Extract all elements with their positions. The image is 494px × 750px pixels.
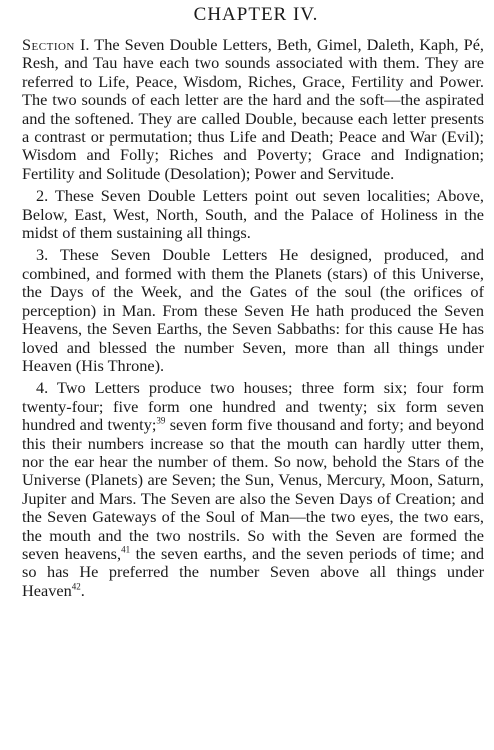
section-4-text-b: seven form five thousand and forty; and beyond this their numbers increase so that the mouth can hardly utter them, nor the ear hear the number of them. So now, behold the Stars of the Universe (Planets) are Seven; the Sun, Venus, Mercury, Moon, Saturn, Jupiter and Mars. The Seven are also the Seven Days of Creation; and the Seven Gateways of the Soul of Man—the two eyes, the two ears, the mouth and the two nostrils. So with the Seven are formed the seven heavens, [22, 415, 484, 563]
section-2-paragraph: 2. These Seven Double Letters point out seven localities; Above, Below, East, West, North, South, and the Palace of Holiness in the midst of them sustaining all things. [22, 186, 484, 243]
section-3-paragraph: 3. These Seven Double Letters He designed, produced, and combined, and formed with them the Planets (stars) of this Universe, the Days of the Week, and the Gates of the soul (the orifices of perception) in Man. From these Seven He hath produced the Seven Heavens, the Seven Earths, the Seven Sabbaths: for this cause He has loved and blessed the number Seven, more than all things under Heaven (His Throne). [22, 245, 484, 375]
footnote-ref-41: 41 [121, 544, 131, 555]
section-4-text-c: the seven earths, and the seven periods of time; and so has He preferred the number Seven above all things under Heaven [22, 543, 484, 600]
section-4-paragraph [22, 379, 484, 600]
section-1-paragraph [22, 36, 484, 183]
footnote-ref-42: 42 [71, 581, 81, 592]
section-4-text-a: 4. Two Letters produce two houses; three form six; four form twenty-four; five form one hundred and twenty; six form seven hundred and twenty; [22, 378, 484, 435]
chapter-title: CHAPTER IV. [193, 4, 319, 25]
section-lead: Section [22, 35, 75, 54]
section-4-text-d: . [80, 580, 85, 600]
section-1-text: I. The Seven Double Letters, Beth, Gimel, Daleth, Kaph, Pé, Resh, and Tau have each two sounds associated with them. They are referred to Life, Peace, Wisdom, Riches, Grace, Fertility and Power. The two sounds of each letter are the hard and the soft—the aspirated and the softened. They are called Double, because each letter presents a contrast or permutation; thus Life and Death; Peace and War (Evil); Wisdom and Folly; Riches and Poverty; Grace and Indignation; Fertility and Solitude (Desolation); Power and Servitude. [22, 35, 484, 183]
footnote-ref-39: 39 [156, 415, 166, 426]
document-page [22, 4, 484, 604]
